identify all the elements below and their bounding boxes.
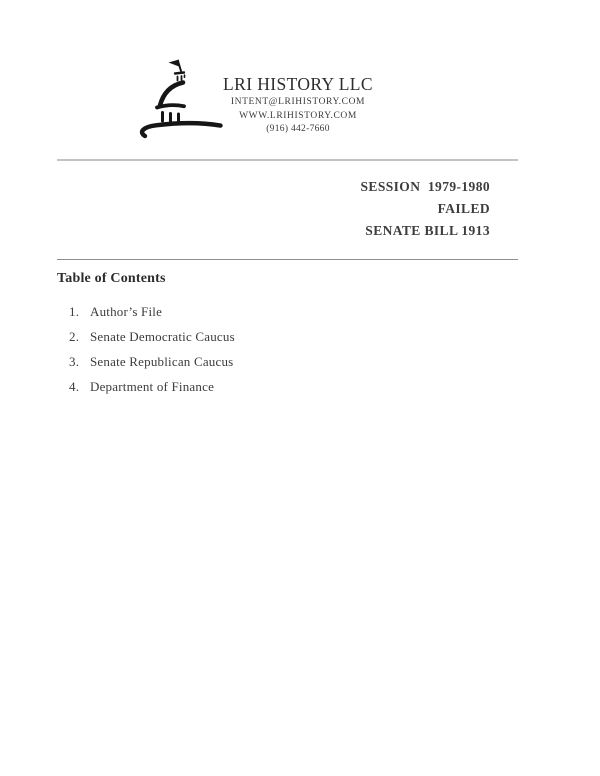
toc-item-label: Senate Democratic Caucus	[90, 329, 235, 344]
toc-list	[69, 303, 235, 403]
toc-heading: Table of Contents	[57, 271, 166, 286]
company-phone: (916) 442-7660	[266, 124, 330, 134]
session-block	[361, 176, 490, 242]
divider-top	[57, 159, 518, 161]
company-email: INTENT@LRIHISTORY.COM	[230, 97, 366, 107]
bill-line: SENATE BILL 1913	[365, 223, 490, 238]
company-website: WWW.LRIHISTORY.COM	[239, 110, 357, 121]
toc-item	[69, 328, 235, 353]
status-line: FAILED	[437, 201, 490, 216]
toc-item-label: Senate Republican Caucus	[90, 354, 234, 369]
session-line: SESSION 1979-1980	[360, 179, 490, 194]
toc-item-number: 2.	[69, 329, 80, 344]
letterhead	[203, 72, 393, 137]
divider-bottom	[57, 259, 518, 260]
toc-item-label: Department of Finance	[90, 379, 215, 394]
company-name: LRI HISTORY LLC	[223, 74, 373, 94]
toc-item	[69, 353, 235, 378]
toc-item	[69, 378, 235, 403]
toc-item-label: Author’s File	[90, 304, 163, 319]
toc-item-number: 3.	[69, 354, 80, 369]
toc-item-number: 1.	[69, 304, 80, 319]
toc-item-number: 4.	[69, 379, 80, 394]
toc-item	[69, 303, 235, 328]
